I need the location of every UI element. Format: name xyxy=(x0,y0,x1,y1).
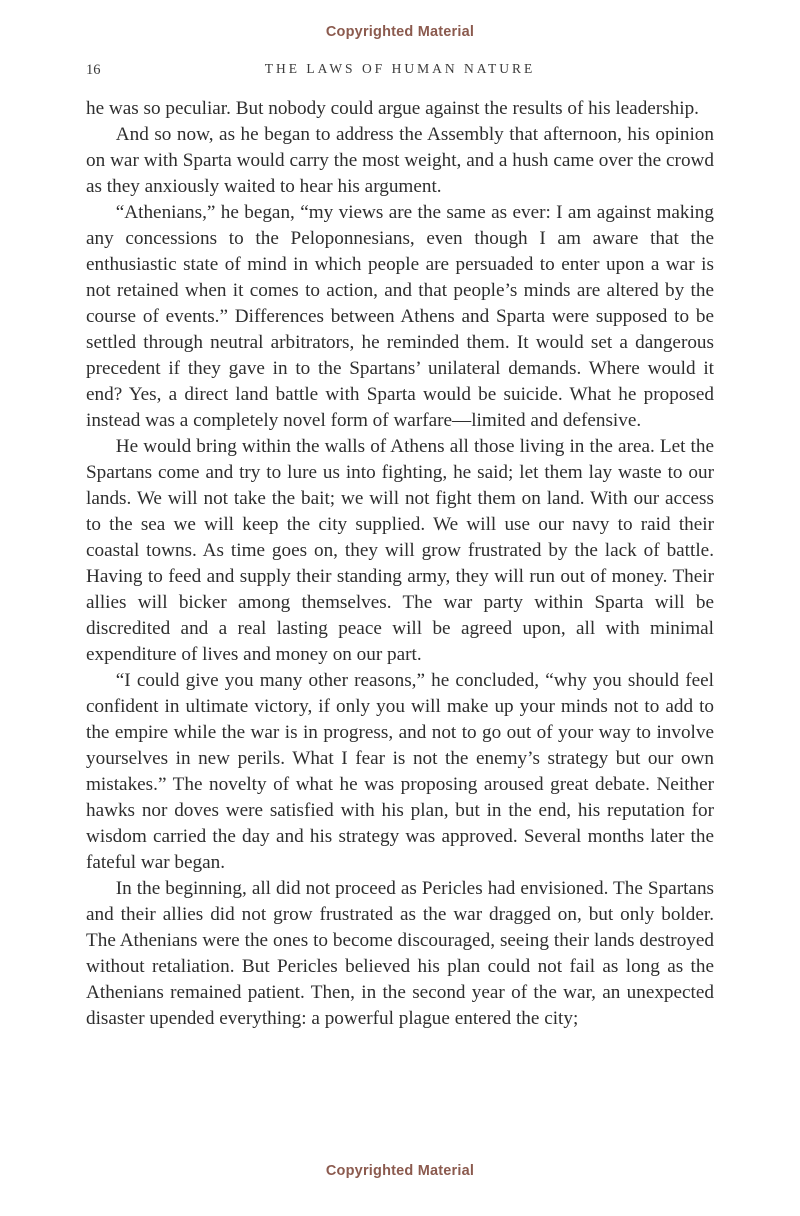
paragraph: “I could give you many other reasons,” he concluded, “why you should feel confident in ultimate victory, if only you will make up your minds not to add to the empire while the war is in progress, and not to go out of your way to involve yourselves in new perils. What I fear is not the enemy’s strategy but our own mistakes.” The novelty of what he was proposing aroused great debate. Neither hawks nor doves were satisfied with his plan, but in the end, his reputation for wisdom carried the day and his strategy was approved. Several months later the fateful war began. xyxy=(86,670,714,873)
paragraph: In the beginning, all did not proceed as Pericles had envisioned. The Spartans and their allies did not grow frustrated as the war dragged on, but only bolder. The Athenians were the ones to become discouraged, seeing their lands destroyed without retaliation. But Pericles believed his plan could not fail as long as the Athenians remained patient. Then, in the second year of the war, an unexpected disaster upended everything: a powerful plague entered the city; xyxy=(86,878,714,1029)
page-number: 16 xyxy=(86,62,101,78)
copyright-notice-bottom: Copyrighted Material xyxy=(325,1163,475,1179)
paragraph: He would bring within the walls of Athens all those living in the area. Let the Spartans come and try to lure us into fighting, he said; let them lay waste to our lands. We will not take the bait; we will not fight them on land. With our access to the sea we will keep the city supplied. We will use our navy to raid their coastal towns. As time goes on, they will grow frustrated by the lack of battle. Having to feed and supply their standing army, they will run out of money. Their allies will bicker among themselves. The war party within Sparta will be discredited and a real lasting peace will be agreed upon, all with minimal expenditure of lives and money on our part. xyxy=(86,436,714,665)
paragraph-continuation: he was so peculiar. But nobody could argue against the results of his leadership. xyxy=(86,98,699,119)
paragraph: “Athenians,” he began, “my views are the same as ever: I am against making any concessions to the Peloponnesians, even though I am aware that the enthusiastic state of mind in which people are persuaded to enter upon a war is not retained when it comes to action, and that people’s minds are altered by the course of events.” Differences between Athens and Sparta were supposed to be settled through neutral arbitrators, he reminded them. It would set a dangerous precedent if they gave in to the Spartans’ unilateral demands. Where would it end? Yes, a direct land battle with Sparta would be suicide. What he proposed instead was a completely novel form of warfare—limited and defensive. xyxy=(86,202,714,431)
body-text xyxy=(86,96,714,1032)
paragraph: And so now, as he began to address the Assembly that afternoon, his opinion on war with Sparta would carry the most weight, and a hush came over the crowd as they anxiously waited to hear his argument. xyxy=(86,124,714,197)
running-head xyxy=(86,61,714,81)
running-header-title: THE LAWS OF HUMAN NATURE xyxy=(264,61,536,76)
copyright-notice-top: Copyrighted Material xyxy=(325,24,475,40)
